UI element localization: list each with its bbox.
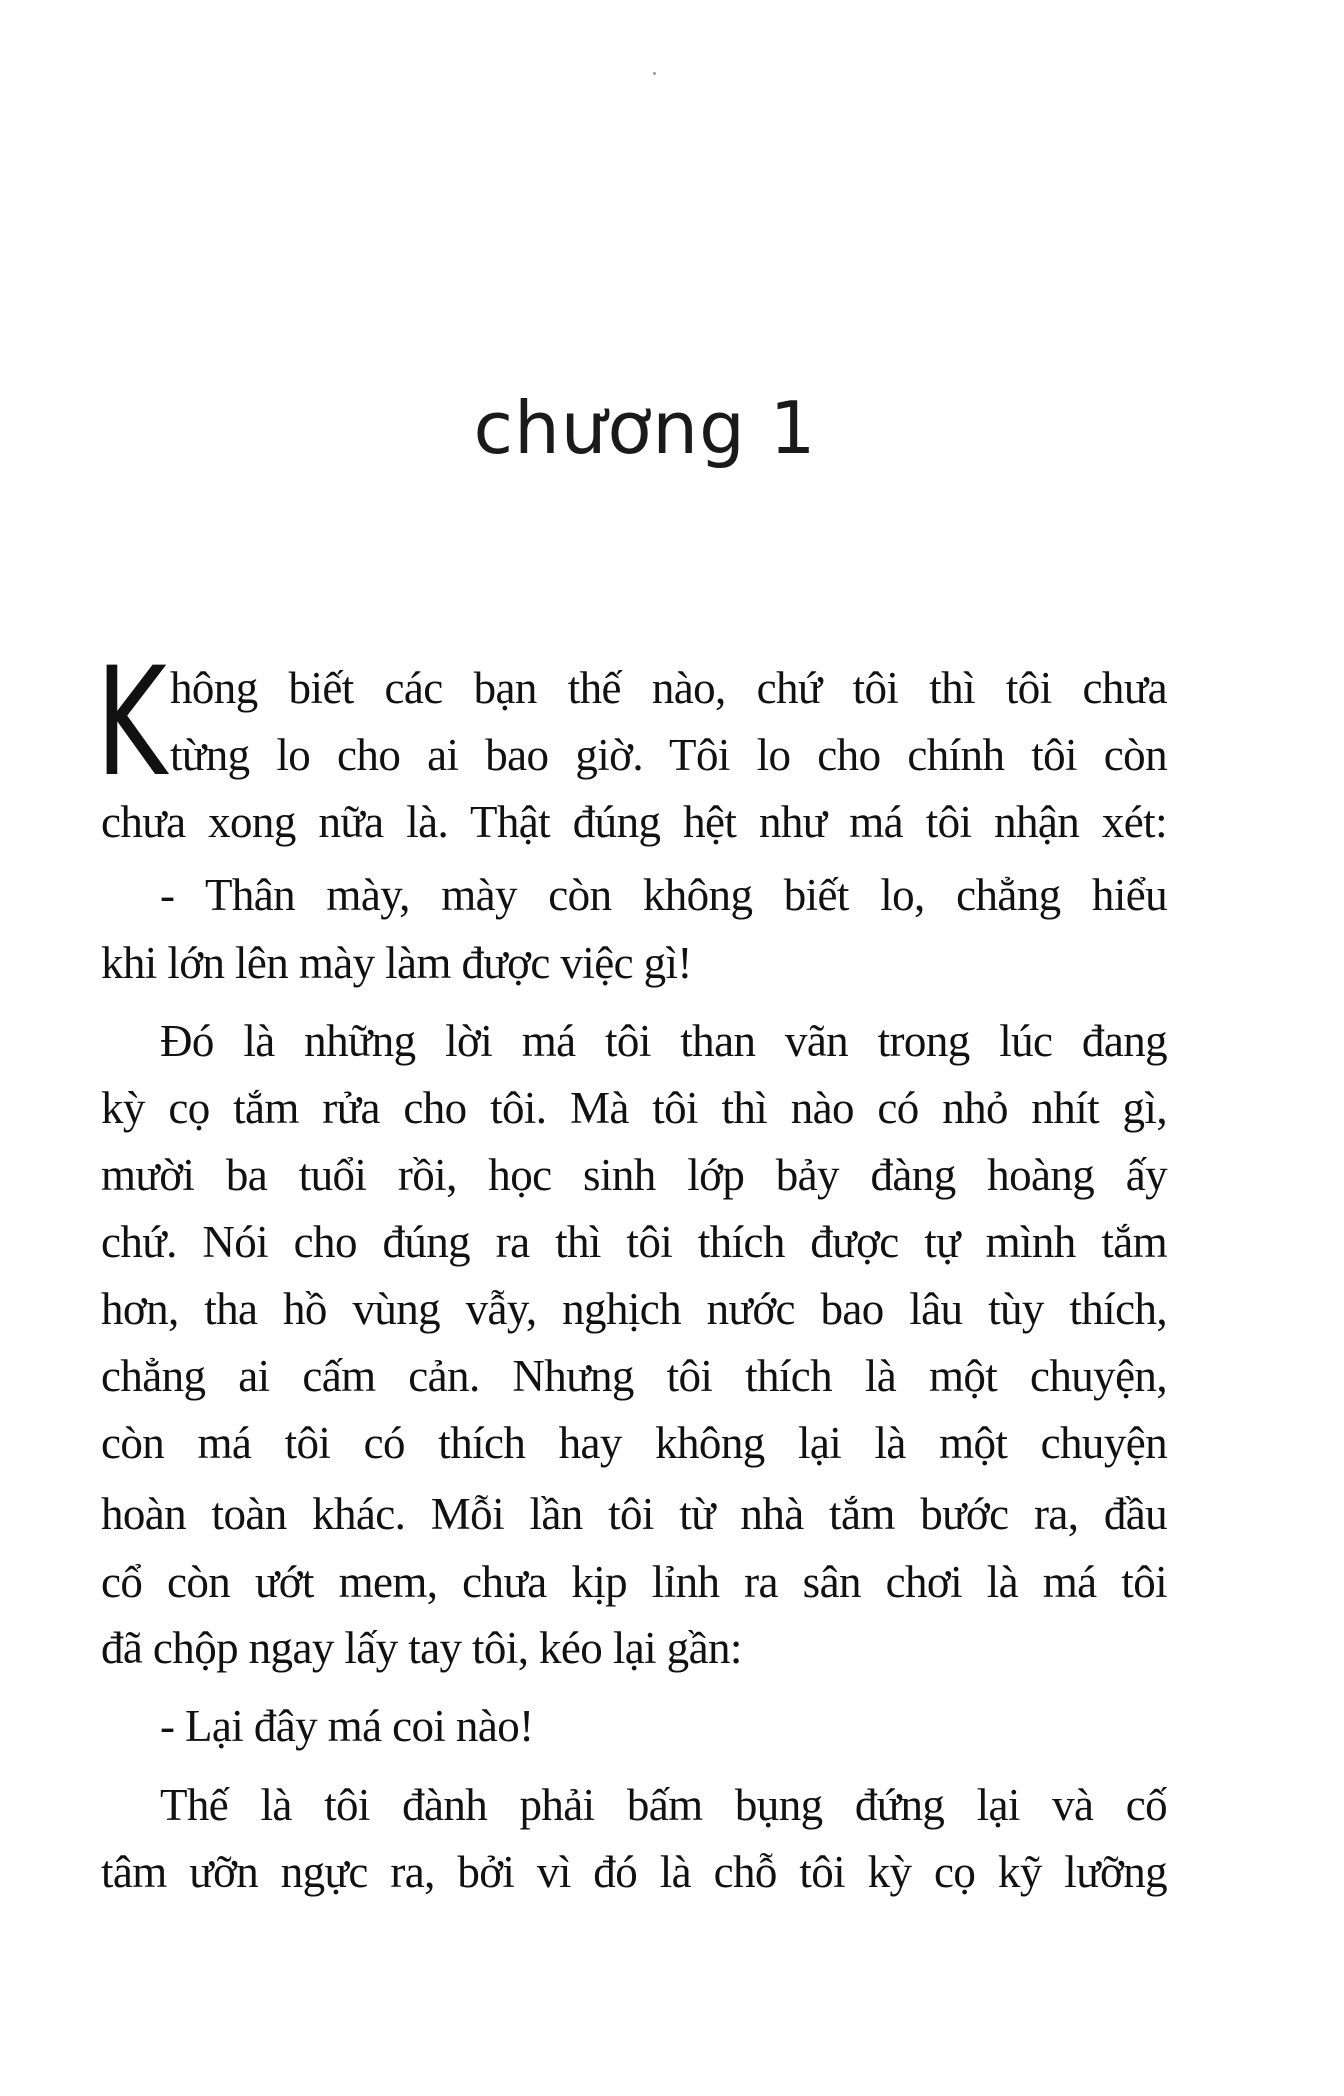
text-line: - Thân mày, mày còn không biết lo, chẳng hiểu [160, 870, 1167, 920]
text-line: Thế là tôi đành phải bấm bụng đứng lại và cố [160, 1780, 1167, 1830]
text-line: tâm ưỡn ngực ra, bởi vì đó là chỗ tôi kỳ cọ kỹ lưỡng [101, 1847, 1167, 1897]
chapter-title: chương 1 [473, 386, 817, 470]
text-line: hông biết các bạn thế nào, chứ tôi thì tôi chưa [170, 663, 1167, 713]
text-line: từng lo cho ai bao giờ. Tôi lo cho chính tôi còn [170, 730, 1167, 780]
page-mark [653, 72, 656, 75]
text-line: hoàn toàn khác. Mỗi lần tôi từ nhà tắm bước ra, đầu [101, 1489, 1167, 1539]
text-line: hơn, tha hồ vùng vẫy, nghịch nước bao lâu tùy thích, [101, 1284, 1167, 1334]
text-line: chẳng ai cấm cản. Nhưng tôi thích là một chuyện, [101, 1351, 1167, 1401]
text-line: cổ còn ướt mem, chưa kịp lỉnh ra sân chơi là má tôi [101, 1557, 1167, 1607]
text-line: - Lại đây má coi nào! [160, 1701, 534, 1751]
text-line: chứ. Nói cho đúng ra thì tôi thích được tự mình tắm [101, 1217, 1167, 1267]
text-line: còn má tôi có thích hay không lại là một chuyện [101, 1418, 1167, 1468]
text-line: đã chộp ngay lấy tay tôi, kéo lại gần: [101, 1623, 742, 1673]
text-line: Đó là những lời má tôi than vãn trong lúc đang [160, 1016, 1167, 1066]
text-line: khi lớn lên mày làm được việc gì! [101, 938, 692, 988]
text-line: kỳ cọ tắm rửa cho tôi. Mà tôi thì nào có nhỏ nhít gì, [101, 1083, 1167, 1133]
text-line: chưa xong nữa là. Thật đúng hệt như má tôi nhận xét: [101, 797, 1167, 847]
drop-cap: K [96, 636, 167, 810]
text-line: mười ba tuổi rồi, học sinh lớp bảy đàng hoàng ấy [101, 1150, 1167, 1200]
